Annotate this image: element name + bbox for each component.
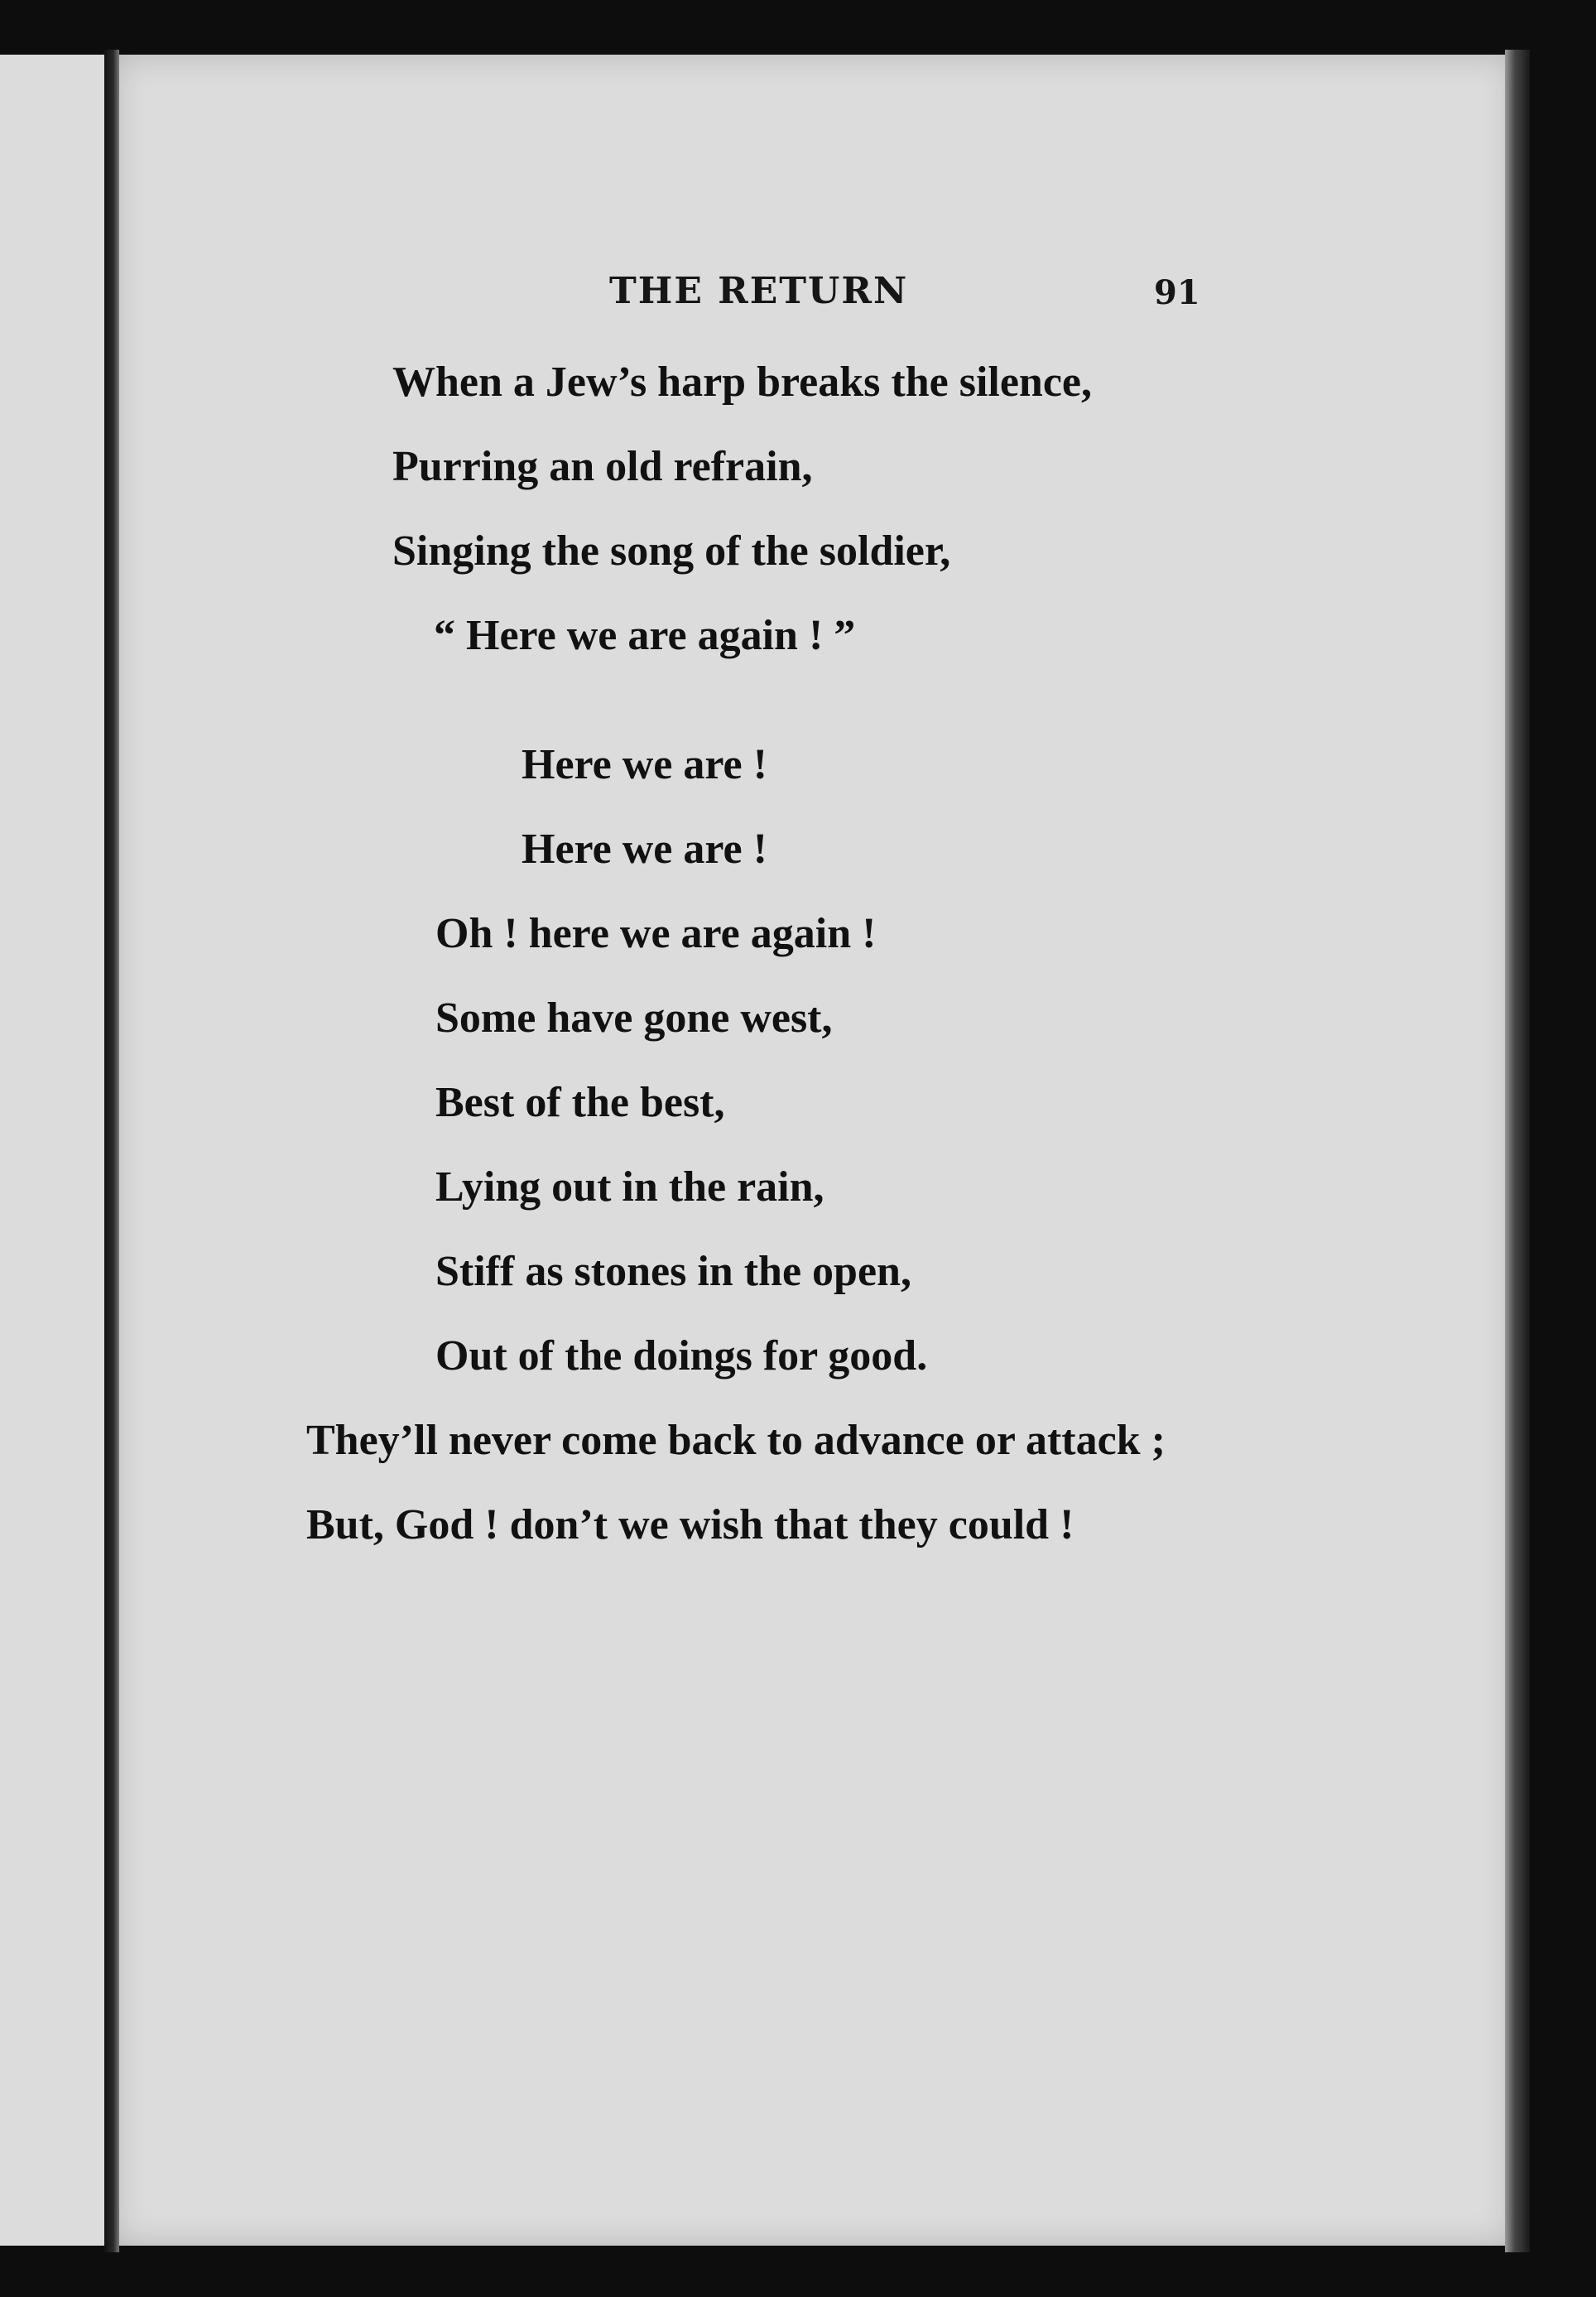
poem-line: They’ll never come back to advance or attack ; (306, 1417, 1166, 1464)
binding-gutter (104, 50, 119, 2252)
poem-line: But, God ! don’t we wish that they could ! (306, 1501, 1074, 1548)
page-edge (1505, 50, 1530, 2252)
running-head: THE RETURN (609, 270, 909, 312)
poem-line: Singing the song of the soldier, (392, 527, 951, 575)
poem-line: When a Jew’s harp breaks the silence, (392, 359, 1092, 406)
poem-line: Oh ! here we are again ! (435, 910, 877, 957)
poem-line: Lying out in the rain, (435, 1163, 824, 1211)
page-number: 91 (1154, 273, 1200, 312)
facing-page-edge (0, 55, 104, 2246)
poem-line: Here we are ! (522, 826, 767, 873)
poem-line: Purring an old refrain, (392, 443, 813, 490)
poem-line: Best of the best, (435, 1079, 725, 1126)
poem-line: Out of the doings for good. (435, 1332, 928, 1380)
poem-line: Some have gone west, (435, 994, 833, 1042)
poem-line: Stiff as stones in the open, (435, 1248, 911, 1295)
poem-line: “ Here we are again ! ” (434, 612, 856, 659)
poem-line: Here we are ! (522, 741, 767, 788)
